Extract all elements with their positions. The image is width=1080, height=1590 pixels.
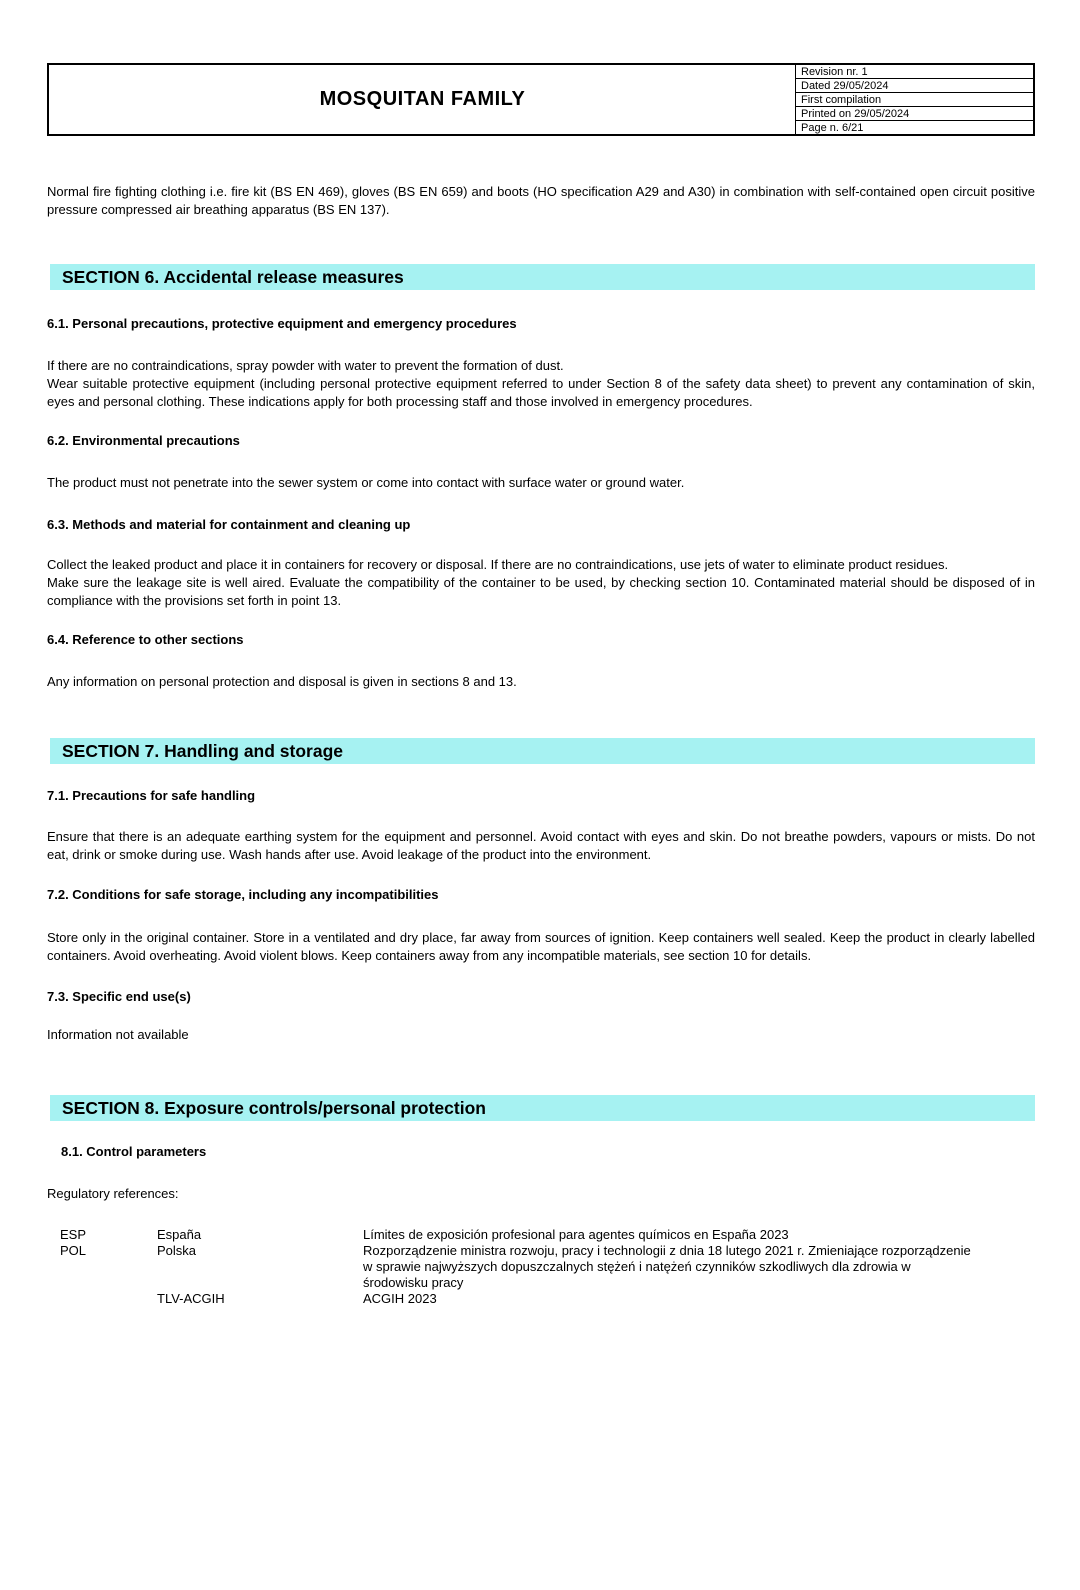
subsection-6-3-text xyxy=(47,556,1035,610)
subsection-7-1-text xyxy=(47,828,1035,864)
product-title: MOSQUITAN FAMILY xyxy=(319,88,526,110)
paragraph: The product must not penetrate into the sewer system or come into contact with surface water or ground water. xyxy=(47,475,685,490)
reg-ref-country: Polska xyxy=(157,1243,197,1258)
paragraph: If there are no contraindications, spray powder with water to prevent the formation of dust. xyxy=(47,358,564,373)
subsection-7-2-text xyxy=(47,929,1035,965)
printed-on-row: Printed on 29/05/2024 xyxy=(796,107,1033,121)
subsection-7-3-heading: 7.3. Specific end use(s) xyxy=(47,989,191,1004)
page-number-row: Page n. 6/21 xyxy=(801,121,864,134)
subsection-6-4-heading: 6.4. Reference to other sections xyxy=(47,632,244,647)
subsection-7-3-text xyxy=(47,1026,1035,1044)
subsection-6-4-text xyxy=(47,673,1035,691)
reg-ref-code xyxy=(60,1291,157,1307)
reg-ref-code: ESP xyxy=(60,1227,87,1242)
reg-ref-code: POL xyxy=(60,1243,87,1258)
section-6-header-bar xyxy=(50,264,1035,290)
section-7-title: SECTION 7. Handling and storage xyxy=(62,740,344,761)
paragraph: Store only in the original container. Store in a ventilated and dry place, far away from sources of ignition. Keep containers well sealed. Keep the product in clearly labelled containers. Avoid overheating. Avoid violent blows. Keep containers away from any incompatible materials, see section 10 for details. xyxy=(47,930,1035,963)
reg-ref-text: ACGIH 2023 xyxy=(363,1291,437,1306)
reg-ref-country: TLV-ACGIH xyxy=(157,1291,225,1306)
subsection-6-3-heading: 6.3. Methods and material for containment and cleaning up xyxy=(47,517,411,532)
product-title-cell xyxy=(49,65,796,134)
revision-number-row: Revision nr. 1 xyxy=(796,65,1033,79)
regulatory-references-table xyxy=(47,1227,1035,1307)
reg-ref-text: Límites de exposición profesional para agentes químicos en España 2023 xyxy=(363,1227,789,1242)
dated-row: Dated 29/05/2024 xyxy=(796,79,1033,93)
paragraph: Any information on personal protection and disposal is given in sections 8 and 13. xyxy=(47,674,517,689)
reg-ref-country: España xyxy=(157,1227,202,1242)
revision-info-table xyxy=(795,65,1033,134)
intro-paragraph: Normal fire fighting clothing i.e. fire kit (BS EN 469), gloves (BS EN 659) and boots (HO specification A29 and A30) in combination with self-contained open circuit positive pressure compressed air breathing apparatus (BS EN 137). xyxy=(47,184,1035,217)
compilation-row: First compilation xyxy=(796,93,1033,107)
section-8-title: SECTION 8. Exposure controls/personal protection xyxy=(62,1097,486,1118)
subsection-8-1-heading: 8.1. Control parameters xyxy=(61,1144,207,1159)
subsection-6-1-heading: 6.1. Personal precautions, protective equipment and emergency procedures xyxy=(47,316,517,331)
subsection-7-2-heading: 7.2. Conditions for safe storage, including any incompatibilities xyxy=(47,887,439,902)
subsection-6-1-text xyxy=(47,357,1035,411)
section-7-header-bar xyxy=(50,738,1035,764)
reg-ref-text: Rozporządzenie ministra rozwoju, pracy i technologii z dnia 18 lutego 2021 r. Zmieniające rozporządzenie w sprawie najwyższych dopuszczalnych stężeń i natężeń czynników szkodliwych dla zdrowia w środowisku pracy xyxy=(363,1243,971,1290)
subsection-6-2-text xyxy=(47,474,1035,492)
paragraph: Wear suitable protective equipment (including personal protective equipment referred to under Section 8 of the safety data sheet) to prevent any contamination of skin, eyes and personal clothing. These indications apply for both processing staff and those involved in emergency procedures. xyxy=(47,376,1035,409)
paragraph: Information not available xyxy=(47,1027,189,1042)
subsection-6-2-heading: 6.2. Environmental precautions xyxy=(47,433,240,448)
paragraph: Collect the leaked product and place it in containers for recovery or disposal. If there are no contraindications, use jets of water to eliminate product residues. xyxy=(47,557,949,572)
section-6-title: SECTION 6. Accidental release measures xyxy=(62,266,404,287)
regulatory-references-label: Regulatory references: xyxy=(47,1186,179,1201)
section-8-header-bar xyxy=(50,1095,1035,1121)
sds-page xyxy=(0,63,1080,1307)
paragraph: Ensure that there is an adequate earthing system for the equipment and personnel. Avoid contact with eyes and skin. Do not breathe powders, vapours or mists. Do not eat, drink or smoke during use. Wash hands after use. Avoid leakage of the product into the environment. xyxy=(47,829,1035,862)
paragraph: Make sure the leakage site is well aired. Evaluate the compatibility of the container to be used, by checking section 10. Contaminated material should be disposed of in compliance with the provisions set forth in point 13. xyxy=(47,575,1035,608)
document-header xyxy=(47,63,1035,136)
subsection-7-1-heading: 7.1. Precautions for safe handling xyxy=(47,788,256,803)
